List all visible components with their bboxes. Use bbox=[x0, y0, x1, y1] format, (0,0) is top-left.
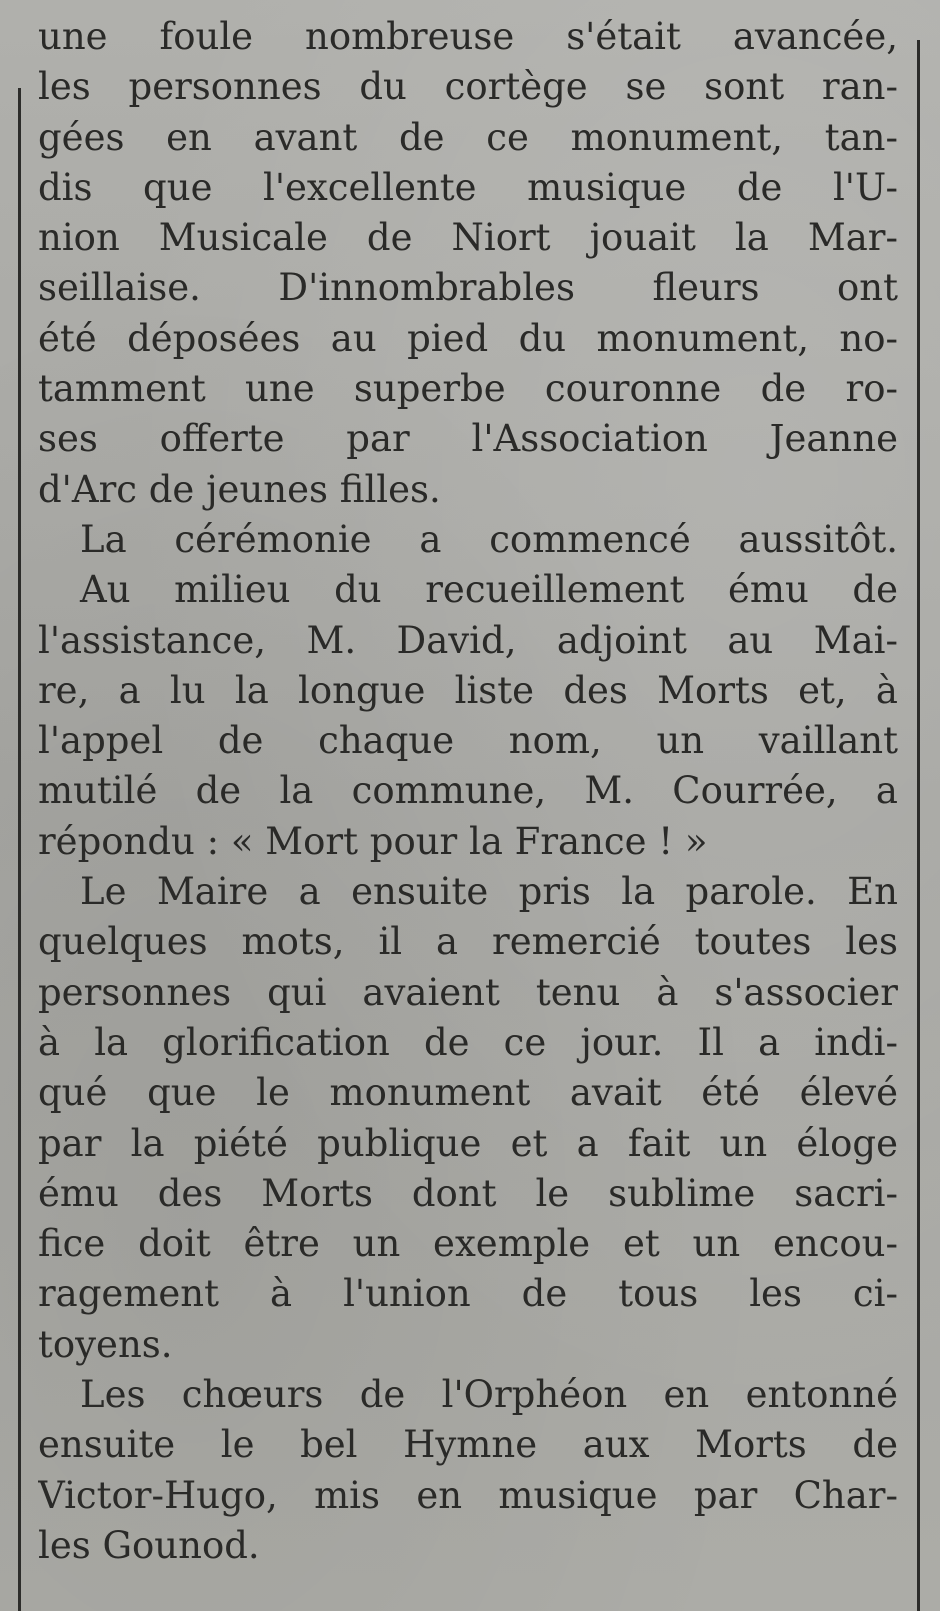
text-line: qué que le monument avait été élevé bbox=[38, 1071, 898, 1115]
paragraph-appel-des-morts bbox=[38, 565, 898, 867]
text-line: quelques mots, il a remercié toutes les bbox=[38, 920, 898, 964]
paragraph-discours-maire bbox=[38, 867, 898, 1370]
paragraph-cortege bbox=[38, 12, 898, 515]
text-line: Les chœurs de l'Orphéon en entonné bbox=[80, 1373, 898, 1417]
text-line: fice doit être un exemple et un encou- bbox=[38, 1222, 898, 1266]
paragraph-ceremonie bbox=[38, 515, 898, 565]
text-line: ensuite le bel Hymne aux Morts de bbox=[38, 1423, 898, 1467]
text-line: ému des Morts dont le sublime sacri- bbox=[38, 1171, 898, 1215]
text-line: tamment une superbe couronne de ro- bbox=[38, 367, 898, 411]
text-line: re, a lu la longue liste des Morts et, à bbox=[38, 668, 898, 712]
text-line: l'appel de chaque nom, un vaillant bbox=[38, 719, 898, 763]
text-line: les personnes du cortège se sont ran- bbox=[38, 65, 898, 109]
text-line: Le Maire a ensuite pris la parole. En bbox=[80, 870, 898, 914]
text-line: mutilé de la commune, M. Courrée, a bbox=[38, 769, 898, 813]
text-line: par la piété publique et a fait un éloge bbox=[38, 1121, 898, 1165]
text-line: nion Musicale de Niort jouait la Mar- bbox=[38, 216, 898, 260]
paragraph-hymne bbox=[38, 1370, 898, 1571]
text-line: les Gounod. bbox=[38, 1523, 260, 1567]
text-line: gées en avant de ce monument, tan- bbox=[38, 115, 898, 159]
text-line: ragement à l'union de tous les ci- bbox=[38, 1272, 898, 1316]
article-column bbox=[38, 12, 898, 1607]
column-rule-right bbox=[917, 40, 920, 1611]
column-rule-left bbox=[18, 88, 21, 1611]
text-line: dis que l'excellente musique de l'U- bbox=[38, 165, 898, 209]
text-line: seillaise. D'innombrables fleurs ont bbox=[38, 266, 898, 310]
text-line: La cérémonie a commencé aussitôt. bbox=[80, 517, 898, 561]
text-line: ses offerte par l'Association Jeanne bbox=[38, 417, 898, 461]
text-line: Victor-Hugo, mis en musique par Char- bbox=[38, 1473, 898, 1517]
text-line: une foule nombreuse s'était avancée, bbox=[38, 15, 898, 58]
text-line: l'assistance, M. David, adjoint au Mai- bbox=[38, 618, 898, 662]
text-line: été déposées au pied du monument, no- bbox=[38, 316, 898, 360]
text-line: d'Arc de jeunes filles. bbox=[38, 467, 441, 511]
text-line: toyens. bbox=[38, 1322, 173, 1366]
text-line: répondu : « Mort pour la France ! » bbox=[38, 819, 708, 863]
text-line: à la glorification de ce jour. Il a indi- bbox=[38, 1020, 898, 1064]
text-line: personnes qui avaient tenu à s'associer bbox=[38, 970, 898, 1014]
text-line: Au milieu du recueillement ému de bbox=[80, 568, 898, 612]
